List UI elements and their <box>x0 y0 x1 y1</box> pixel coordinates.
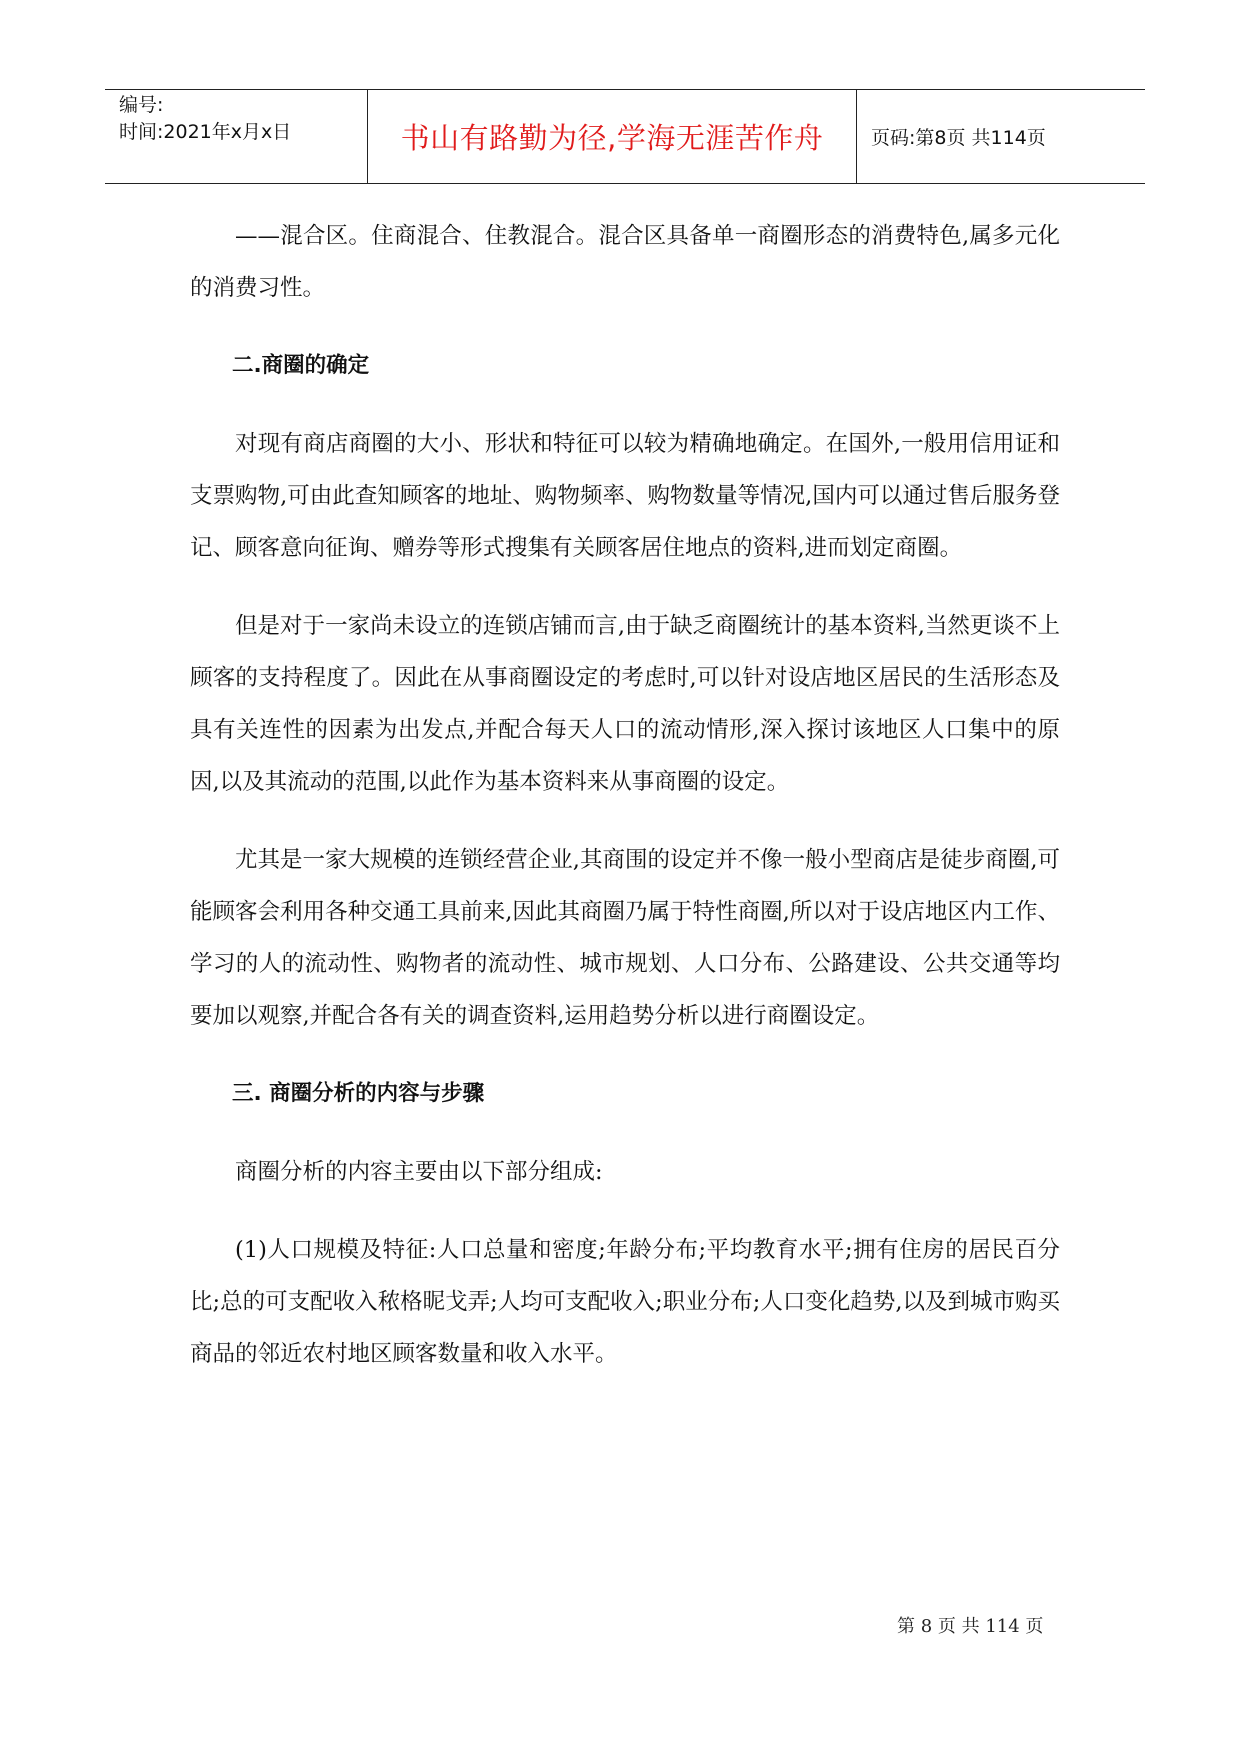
header-motto: 书山有路勤为径,学海无涯苦作舟 <box>368 90 857 183</box>
paragraph-existing-store: 对现有商店商圈的大小、形状和特征可以较为精确地确定。在国外,一般用信用证和支票购物,可由此查知顾客的地址、购物频率、购物数量等情况,国内可以通过售后服务登记、顾客意向征询、赠券等形式搜集有关顾客居住地点的资料,进而划定商圈。 <box>190 431 1060 561</box>
paragraph-mixed-zone: ——混合区。住商混合、住教混合。混合区具备单一商圈形态的消费特色,属多元化的消费习性。 <box>190 223 1060 301</box>
section-heading-3: 三. 商圈分析的内容与步骤 <box>232 1081 485 1106</box>
paragraph-new-store: 但是对于一家尚未设立的连锁店铺而言,由于缺乏商圈统计的基本资料,当然更谈不上顾客的支持程度了。因此在从事商圈设定的考虑时,可以针对设店地区居民的生活形态及具有关连性的因素为出发点,并配合每天人口的流动情形,深入探讨该地区人口集中的原因,以及其流动的范围,以此作为基本资料来从事商圈的设定。 <box>190 613 1060 795</box>
document-body <box>190 210 1060 1380</box>
header-meta-cell <box>105 90 368 183</box>
paragraph-analysis-intro: 商圈分析的内容主要由以下部分组成: <box>235 1159 603 1185</box>
page-header <box>105 89 1145 184</box>
header-page-info: 页码:第8页 共114页 <box>871 127 1046 149</box>
page-footer: 第 8 页 共 114 页 <box>897 1616 1044 1637</box>
paragraph-population: (1)人口规模及特征:人口总量和密度;年龄分布;平均教育水平;拥有住房的居民百分比;总的可支配收入秾格昵戈弄;人均可支配收入;职业分布;人口变化趋势,以及到城市购买商品的邻近农村地区顾客数量和收入水平。 <box>190 1237 1060 1367</box>
section-heading-2: 二.商圈的确定 <box>232 353 370 378</box>
doc-time-label: 时间:2021年x月x日 <box>119 121 292 143</box>
doc-number-label: 编号: <box>119 94 164 116</box>
paragraph-large-chain: 尤其是一家大规模的连锁经营企业,其商围的设定并不像一般小型商店是徒步商圈,可能顾客会利用各种交通工具前来,因此其商圈乃属于特性商圈,所以对于设店地区内工作、学习的人的流动性、购物者的流动性、城市规划、人口分布、公路建设、公共交通等均要加以观察,并配合各有关的调查资料,运用趋势分析以进行商圈设定。 <box>190 847 1060 1029</box>
